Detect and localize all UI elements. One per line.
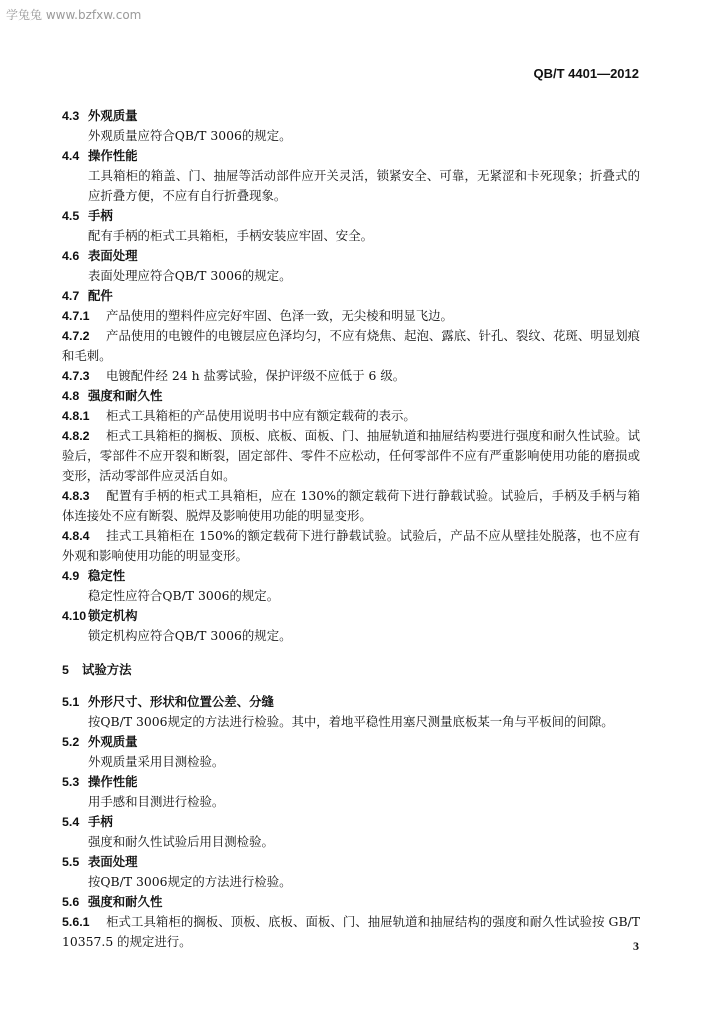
section-title: 强度和耐久性	[88, 388, 163, 403]
paragraph: 工具箱柜的箱盖、门、抽屉等活动部件应开关灵活，锁紧安全、可靠，无紧涩和卡死现象；折叠式的应折叠方便，不应有自行折叠现象。	[88, 168, 640, 203]
section-title: 手柄	[88, 208, 113, 223]
clause	[62, 406, 640, 426]
section-title: 强度和耐久性	[88, 894, 163, 909]
section-number: 5.4	[62, 815, 80, 829]
section-heading	[62, 246, 640, 266]
section-heading	[62, 892, 640, 912]
section-heading	[62, 732, 640, 752]
clause-text: 挂式工具箱柜在 150%的额定载荷下进行静载试验。试验后，产品不应从壁挂处脱落，也不应有外观和影响使用功能的明显变形。	[62, 528, 640, 563]
paragraph: 用手感和目测进行检验。	[88, 794, 225, 809]
section-number: 5.3	[62, 775, 80, 789]
section-title: 操作性能	[88, 774, 138, 789]
section-heading	[62, 566, 640, 586]
clause-text: 产品使用的电镀件的电镀层应色泽均匀，不应有烧焦、起泡、露底、针孔、裂纹、花斑、明显划痕和毛刺。	[62, 328, 640, 363]
section-title: 稳定性	[88, 568, 126, 583]
clause	[62, 486, 640, 526]
page-number: 3	[633, 939, 639, 953]
clause-number: 4.8.2	[62, 429, 90, 443]
section-title: 外形尺寸、形状和位置公差、分缝	[88, 694, 274, 709]
section-heading	[62, 106, 640, 126]
section-number: 5.2	[62, 735, 80, 749]
section-title: 手柄	[88, 814, 113, 829]
standard-code: QB/T 4401—2012	[533, 66, 639, 81]
section-number: 5	[62, 663, 69, 677]
section-number: 4.6	[62, 249, 80, 263]
clause	[62, 912, 640, 952]
clause-number: 4.8.4	[62, 529, 90, 543]
clause-number: 4.7.3	[62, 369, 90, 383]
clause-text: 电镀配件经 24 h 盐雾试验，保护评级不应低于 6 级。	[106, 368, 406, 383]
paragraph: 按QB/T 3006规定的方法进行检验。	[88, 874, 292, 889]
section-number: 4.3	[62, 109, 80, 123]
section-title: 外观质量	[88, 108, 138, 123]
clause-number: 5.6.1	[62, 915, 90, 929]
clause-text: 柜式工具箱柜的搁板、顶板、底板、面板、门、抽屉轨道和抽屉结构要进行强度和耐久性试验。试验后，零部件不应开裂和断裂，固定部件、零件不应松动，任何零部件不应有严重影响使用功能的磨损或变形，活动零部件应灵活自如。	[62, 428, 640, 483]
paragraph: 配有手柄的柜式工具箱柜，手柄安装应牢固、安全。	[88, 228, 373, 243]
clause	[62, 366, 640, 386]
clause-text: 产品使用的塑料件应完好牢固、色泽一致，无尖棱和明显飞边。	[106, 308, 453, 323]
paragraph: 按QB/T 3006规定的方法进行检验。其中，着地平稳性用塞尺测量底板某一角与平板间的间隙。	[88, 714, 614, 729]
section-title: 外观质量	[88, 734, 138, 749]
section-title: 试验方法	[82, 662, 132, 677]
section-number: 4.8	[62, 389, 80, 403]
section-number: 4.9	[62, 569, 80, 583]
section-title: 配件	[88, 288, 113, 303]
paragraph: 外观质量应符合QB/T 3006的规定。	[88, 128, 292, 143]
clause-number: 4.8.1	[62, 409, 90, 423]
section-heading	[62, 286, 640, 306]
document-body	[62, 106, 640, 952]
section-number: 4.7	[62, 289, 80, 303]
section-heading	[62, 692, 640, 712]
clause-number: 4.7.2	[62, 329, 90, 343]
clause-text: 柜式工具箱柜的搁板、顶板、底板、面板、门、抽屉轨道和抽屉结构的强度和耐久性试验按 GB/T 10357.5 的规定进行。	[62, 914, 640, 949]
clause-text: 柜式工具箱柜的产品使用说明书中应有额定载荷的表示。	[106, 408, 416, 423]
section-title: 操作性能	[88, 148, 138, 163]
section-heading	[62, 146, 640, 166]
section-number: 5.1	[62, 695, 80, 709]
clause	[62, 526, 640, 566]
paragraph: 稳定性应符合QB/T 3006的规定。	[88, 588, 280, 603]
section-heading	[62, 812, 640, 832]
clause	[62, 326, 640, 366]
section-title: 锁定机构	[88, 608, 138, 623]
clause-text: 配置有手柄的柜式工具箱柜，应在 130%的额定载荷下进行静载试验。试验后，手柄及手柄与箱体连接处不应有断裂、脱焊及影响使用功能的明显变形。	[62, 488, 640, 523]
section-title: 表面处理	[88, 248, 138, 263]
clause	[62, 426, 640, 486]
section-heading	[62, 606, 640, 626]
section-heading	[62, 852, 640, 872]
section-number: 4.4	[62, 149, 80, 163]
section-number: 4.10	[62, 609, 87, 623]
clause-number: 4.7.1	[62, 309, 90, 323]
section-heading	[62, 206, 640, 226]
paragraph: 强度和耐久性试验后用目测检验。	[88, 834, 274, 849]
section-number: 5.6	[62, 895, 80, 909]
section-number: 4.5	[62, 209, 80, 223]
paragraph: 外观质量采用目测检验。	[88, 754, 225, 769]
section-heading	[62, 386, 640, 406]
paragraph: 表面处理应符合QB/T 3006的规定。	[88, 268, 292, 283]
watermark: 学兔兔 www.bzfxw.com	[6, 8, 142, 22]
chapter-heading	[62, 660, 640, 680]
clause-number: 4.8.3	[62, 489, 90, 503]
section-number: 5.5	[62, 855, 80, 869]
clause	[62, 306, 640, 326]
section-title: 表面处理	[88, 854, 138, 869]
section-heading	[62, 772, 640, 792]
paragraph: 锁定机构应符合QB/T 3006的规定。	[88, 628, 292, 643]
